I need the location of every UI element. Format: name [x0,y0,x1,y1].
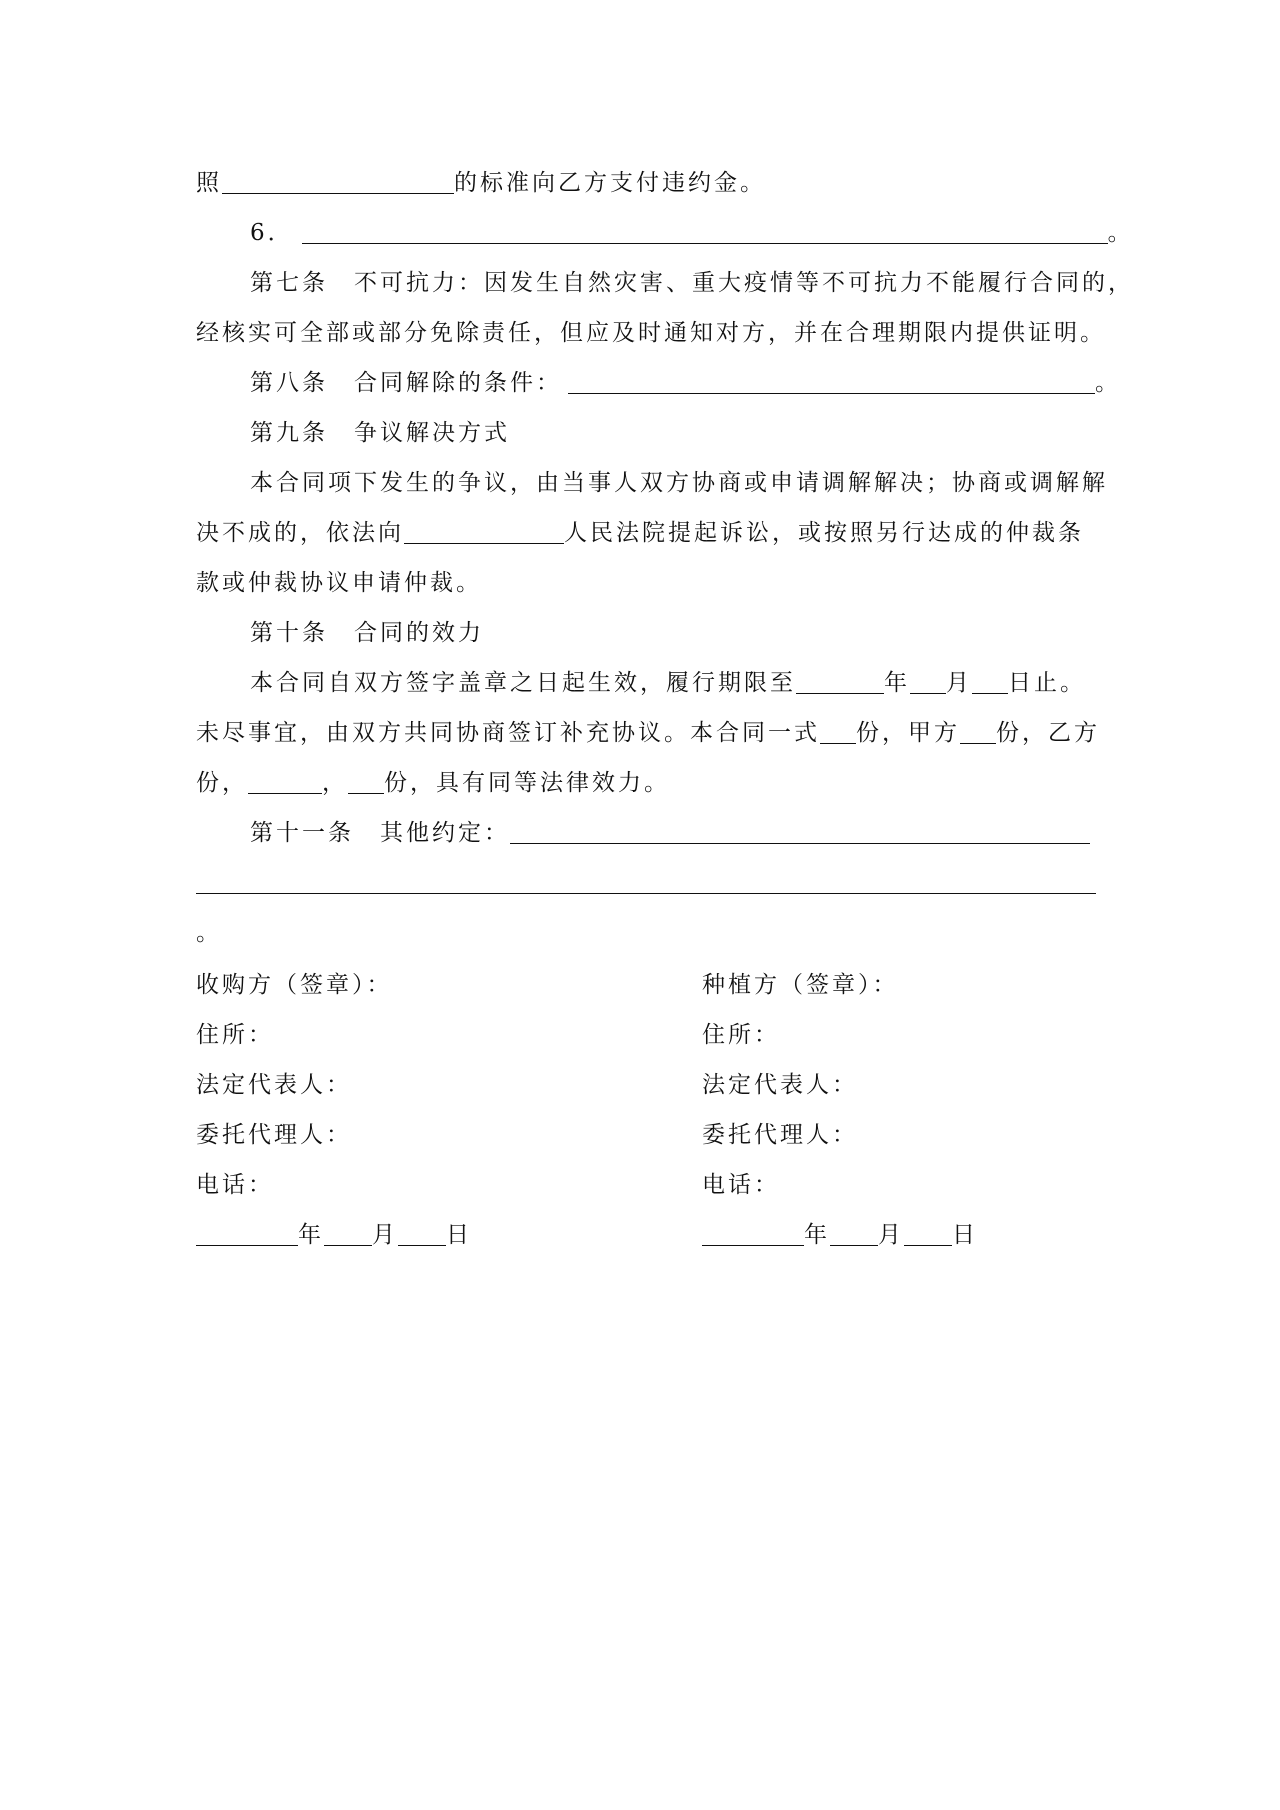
article-10-line2 [196,718,1100,748]
article-text: 不可抗力：因发生自然灾害、重大疫情等不可抗力不能履行合同的， [354,270,1134,296]
article-text: 本合同项下发生的争议，由当事人双方协商或申请调解解决；协商或调解解 [250,470,1108,496]
buyer-address [196,1020,274,1050]
text: 日止。 [1008,670,1086,696]
article-heading: 争议解决方式 [354,420,510,446]
text: 月 [878,1222,904,1248]
year-blank[interactable] [796,671,884,694]
grower-agent [702,1120,858,1150]
article-text: 合同解除的条件： [354,370,562,396]
grower-party [702,970,899,1000]
month-blank[interactable] [910,671,946,694]
text: 月 [372,1222,398,1248]
article-9-line2 [196,518,1084,548]
blank-field[interactable] [568,371,1095,394]
label: 住所： [702,1022,780,1048]
item-6-line [250,218,1134,248]
text: 份， [196,770,248,796]
article-title: 第九条 [250,420,328,446]
label: 种植方（签章）： [702,972,899,998]
article-title: 第十一条 [250,820,354,846]
article-title: 第十条 [250,620,328,646]
text: 年 [804,1222,830,1248]
article-text: 款或仲裁协议申请仲裁。 [196,570,482,596]
text: 。 [196,920,222,946]
year-blank[interactable] [702,1223,804,1246]
blank-field[interactable] [302,221,1108,244]
article-heading: 合同的效力 [354,620,484,646]
day-blank[interactable] [904,1223,952,1246]
article-10-line1 [250,668,1086,698]
label: 法定代表人： [196,1072,352,1098]
article-11-line [250,818,1090,848]
text: 。 [1107,220,1134,246]
text: 年 [298,1222,324,1248]
text: 份，甲方 [856,720,960,746]
copies-blank[interactable] [348,771,384,794]
label: 委托代理人： [702,1122,858,1148]
text: 年 [884,670,910,696]
buyer-agent [196,1120,352,1150]
article-text: 决不成的，依法向 [196,520,404,546]
text: 份，具有同等法律效力。 [384,770,670,796]
other-terms-blank[interactable] [510,821,1090,844]
buyer-date [196,1220,472,1250]
article-7-line2 [196,318,1106,348]
grower-phone [702,1170,780,1200]
buyer-phone [196,1170,274,1200]
year-blank[interactable] [196,1223,298,1246]
text: 。 [1095,370,1121,396]
label: 委托代理人： [196,1122,352,1148]
article-text: 人民法院提起诉讼，或按照另行达成的仲裁条 [564,520,1084,546]
item-number: 6． [250,220,294,246]
article-text: 本合同自双方签字盖章之日起生效，履行期限至 [250,670,796,696]
grower-legal-rep [702,1070,858,1100]
article-text: 其他约定： [380,820,510,846]
article-title: 第八条 [250,370,328,396]
text: 份，乙方 [996,720,1100,746]
text: 日 [952,1222,978,1248]
article-9-line1 [250,468,1108,498]
blank-field[interactable] [222,171,454,194]
buyer-party [196,970,393,1000]
label: 收购方（签章）： [196,972,393,998]
month-blank[interactable] [830,1223,878,1246]
text: 照 [196,170,222,196]
day-blank[interactable] [972,671,1008,694]
article-11-line2 [196,868,1096,898]
article-7-line1 [250,268,1134,298]
label: 住所： [196,1022,274,1048]
copies-blank[interactable] [820,721,856,744]
article-9-line3 [196,568,482,598]
article-9-heading [250,418,510,448]
article-10-line3 [196,768,670,798]
article-10-heading [250,618,484,648]
day-blank[interactable] [398,1223,446,1246]
grower-date [702,1220,978,1250]
article-title: 第七条 [250,270,328,296]
article-8-line [250,368,1121,398]
text: 的标准向乙方支付违约金。 [454,170,766,196]
article-11-end [196,918,222,948]
party-a-copies-blank[interactable] [960,721,996,744]
text: 月 [946,670,972,696]
other-terms-blank-2[interactable] [196,871,1096,894]
month-blank[interactable] [324,1223,372,1246]
grower-address [702,1020,780,1050]
label: 电话： [196,1172,274,1198]
text: ， [322,770,348,796]
article-text: 经核实可全部或部分免除责任，但应及时通知对方，并在合理期限内提供证明。 [196,320,1106,346]
article-text: 未尽事宜，由双方共同协商签订补充协议。本合同一式 [196,720,820,746]
label: 法定代表人： [702,1072,858,1098]
buyer-legal-rep [196,1070,352,1100]
text: 日 [446,1222,472,1248]
penalty-line [196,168,766,198]
label: 电话： [702,1172,780,1198]
court-blank[interactable] [404,521,564,544]
blank-field[interactable] [248,771,322,794]
